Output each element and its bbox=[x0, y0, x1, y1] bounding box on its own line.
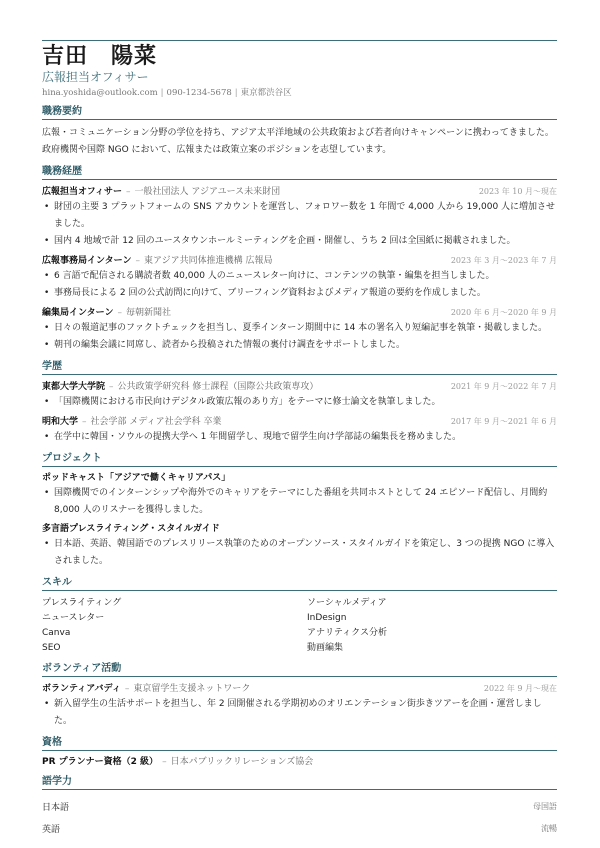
bullet-item: • 6 言語で配信される購読者数 40,000 人のニュースレター向けに、コンテンツの執筆・編集を担当しました。 bbox=[54, 268, 557, 285]
bullet-item: • 在学中に韓国・ソウルの提携大学へ 1 年間留学し、現地で留学生向け学部誌の編集長を務めました。 bbox=[54, 429, 557, 446]
section-title-summary: 職務要約 bbox=[42, 106, 82, 117]
skill-item: InDesign bbox=[307, 613, 347, 623]
language-row bbox=[42, 817, 557, 839]
bullet-item: • 朝刊の編集会議に同席し、読者から投稿された情報の裏付け調査をサポートしました。 bbox=[54, 337, 557, 354]
section-divider bbox=[42, 374, 557, 375]
certification-issuer: 日本パブリックリレーションズ協会 bbox=[170, 757, 314, 767]
person-name: 吉田 陽菜 bbox=[42, 44, 158, 69]
dash-separator: – bbox=[82, 417, 87, 427]
skill-item: ニュースレター bbox=[42, 613, 105, 623]
bullet-item: • 日々の報道記事のファクトチェックを担当し、夏季インターン期間中に 14 本の署名入り短編記事を執筆・掲載しました。 bbox=[54, 320, 557, 337]
language-level: 流暢 bbox=[541, 823, 557, 833]
project-entry bbox=[42, 523, 557, 570]
bullet-item: • 国際機関でのインターンシップや海外でのキャリアをテーマにした番組を共同ホストとして 24 エピソード配信し、月間約 8,000 人のリスナーを獲得しました。 bbox=[54, 485, 557, 519]
language-name: 日本語 bbox=[42, 802, 70, 813]
section-divider bbox=[42, 590, 557, 591]
section-title-skills: スキル bbox=[42, 577, 72, 588]
skill-item: アナリティクス分析 bbox=[307, 628, 388, 638]
entry-date: 2023 年 3 月〜2023 年 7 月 bbox=[450, 256, 557, 265]
separator: | bbox=[234, 88, 238, 98]
dash-separator: – bbox=[124, 684, 130, 694]
language-row bbox=[42, 795, 557, 817]
section-divider bbox=[42, 119, 557, 120]
entry-role: ボランティアバディ bbox=[42, 684, 121, 694]
experience-entry bbox=[42, 306, 557, 354]
dash-separator: – bbox=[135, 256, 140, 266]
entry-school: 東都大学大学院 bbox=[42, 382, 106, 392]
certification-name: PR プランナー資格（2 級） bbox=[42, 757, 159, 767]
education-entry bbox=[42, 380, 557, 411]
contact-line bbox=[42, 88, 557, 99]
section-title-projects: プロジェクト bbox=[42, 453, 102, 464]
skill-item: プレスライティング bbox=[42, 598, 122, 608]
location-text: 東京都渋谷区 bbox=[240, 88, 292, 98]
dash-separator: – bbox=[126, 187, 131, 197]
email-text: hina.yoshida@outlook.com bbox=[42, 88, 158, 98]
skill-item: SEO bbox=[42, 643, 61, 653]
entry-date: 2021 年 9 月〜2022 年 7 月 bbox=[450, 382, 557, 391]
bullet-item: • 日本語、英語、韓国語でのプレスリリース執筆のためのオープンソース・スタイルガイドを策定し、3 つの提携 NGO に導入されました。 bbox=[54, 536, 557, 570]
section-divider bbox=[42, 179, 557, 180]
section-title-volunteer: ボランティア活動 bbox=[42, 663, 122, 674]
skills-grid bbox=[42, 596, 557, 656]
education-entry bbox=[42, 415, 557, 446]
section-title-education: 学歴 bbox=[42, 361, 62, 372]
language-level: 母国語 bbox=[533, 801, 557, 811]
dash-separator: – bbox=[109, 382, 114, 392]
job-title: 広報担当オフィサー bbox=[42, 70, 149, 84]
experience-entry bbox=[42, 185, 557, 250]
entry-role: 広報事務局インターン bbox=[42, 256, 132, 266]
bullet-item: • 新入留学生の生活サポートを担当し、年 2 回開催される学期初めのオリエンテーション街歩きツアーを企画・運営しました。 bbox=[54, 696, 557, 730]
entry-program: 公共政策学研究科 修士課程（国際公共政策専攻） bbox=[117, 382, 319, 392]
section-title-languages: 語学力 bbox=[42, 776, 72, 787]
entry-school: 明和大学 bbox=[42, 417, 79, 427]
section-divider bbox=[42, 750, 557, 751]
top-rule bbox=[42, 40, 557, 41]
bullet-item: • 事務局長による 2 回の公式訪問に向けて、ブリーフィング資料およびメディア報道の要約を作成しました。 bbox=[54, 285, 557, 302]
section-divider bbox=[42, 789, 557, 790]
project-entry bbox=[42, 472, 557, 519]
section-title-certifications: 資格 bbox=[42, 737, 62, 748]
entry-org: 一般社団法人 アジアユース未来財団 bbox=[134, 187, 281, 197]
bullet-item: • 「国際機関における市民向けデジタル政策広報のあり方」をテーマに修士論文を執筆しました。 bbox=[54, 394, 557, 411]
entry-date: 2023 年 10 月〜現在 bbox=[478, 187, 557, 196]
entry-role: 広報担当オフィサー bbox=[42, 187, 123, 197]
entry-date: 2017 年 9 月〜2021 年 6 月 bbox=[450, 417, 557, 426]
volunteer-entry bbox=[42, 682, 557, 730]
separator: | bbox=[160, 88, 164, 98]
entry-role: 編集局インターン bbox=[42, 308, 114, 318]
section-divider bbox=[42, 676, 557, 677]
skill-item: 動画編集 bbox=[307, 643, 344, 653]
project-name: ポッドキャスト「アジアで働くキャリアパス」 bbox=[42, 473, 231, 483]
section-title-experience: 職務経歴 bbox=[42, 166, 82, 177]
entry-org: 東京留学生支援ネットワーク bbox=[133, 684, 251, 694]
entry-date: 2022 年 9 月〜現在 bbox=[483, 684, 557, 693]
certification-entry bbox=[42, 756, 557, 769]
dash-separator: – bbox=[162, 757, 167, 767]
entry-org: 東アジア共同体推進機構 広報局 bbox=[143, 256, 273, 266]
bullet-item: • 財団の主要 3 プラットフォームの SNS アカウントを運営し、フォロワー数を 1 年間で 4,000 人から 19,000 人に増加させました。 bbox=[54, 199, 557, 233]
entry-program: 社会学部 メディア社会学科 卒業 bbox=[90, 417, 222, 427]
bullet-item: • 国内 4 地域で計 12 回のユースタウンホールミーティングを企画・開催し、うち 2 回は全国紙に掲載されました。 bbox=[54, 233, 557, 250]
dash-separator: – bbox=[117, 308, 122, 318]
experience-entry bbox=[42, 254, 557, 302]
project-name: 多言語プレスライティング・スタイルガイド bbox=[42, 524, 220, 534]
entry-date: 2020 年 6 月〜2020 年 9 月 bbox=[450, 308, 557, 317]
skill-item: ソーシャルメディア bbox=[307, 598, 387, 608]
skill-item: Canva bbox=[42, 628, 71, 638]
resume-page bbox=[42, 40, 557, 839]
section-divider bbox=[42, 466, 557, 467]
summary-text: 広報・コミュニケーション分野の学位を持ち、アジア太平洋地域の公共政策および若者向けキャンペーンに携わってきました。政府機関や国際 NGO において、広報または政策立案のポジションを志望しています。 bbox=[42, 128, 554, 155]
entry-org: 毎朝新聞社 bbox=[125, 308, 171, 318]
phone-text: 090-1234-5678 bbox=[166, 88, 232, 98]
language-name: 英語 bbox=[42, 824, 61, 835]
